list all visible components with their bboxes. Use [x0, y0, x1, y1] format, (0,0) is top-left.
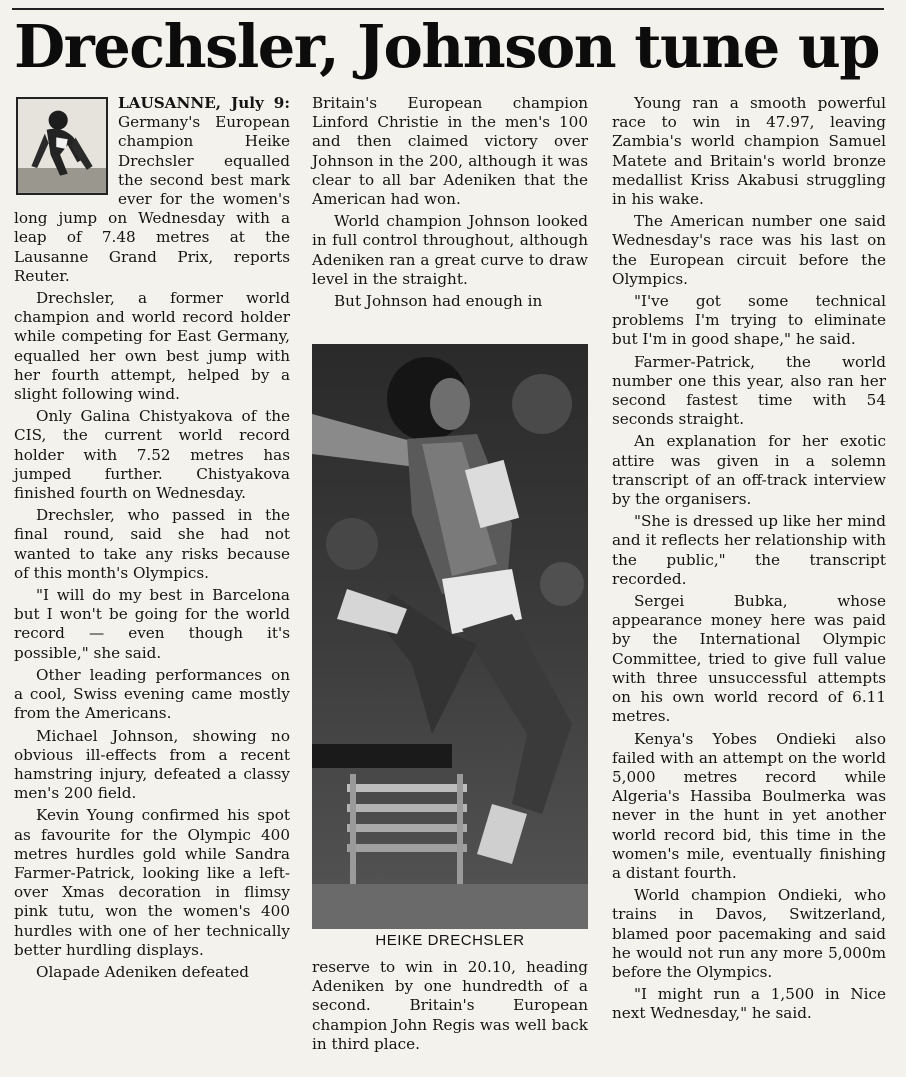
article-column-2-continued	[312, 958, 588, 1057]
paragraph: Britain's European champion Linford Christie in the men's 100 and then claimed victory over Johnson in the 200, although it was clear to all bar Adeniken that the American had won.	[312, 94, 588, 209]
athlete-thumbnail	[16, 97, 108, 195]
paragraph: Kenya's Yobes Ondieki also failed with an attempt on the world 5,000 metres record while Algeria's Hassiba Boulmerka was never in the hunt in yet another world record bid, this time in the women's mile, eventually finishing a distant fourth.	[612, 729, 886, 882]
article-column-1	[14, 94, 290, 985]
dateline: LAUSANNE, July 9:	[118, 94, 290, 112]
paragraph: "I might run a 1,500 in Nice next Wednesday," he said.	[612, 985, 886, 1023]
paragraph: Drechsler, a former world champion and world record holder while competing for East Germany, equalled her own best jump with her fourth attempt, helped by a slight following wind.	[14, 289, 290, 404]
article-column-3	[612, 94, 886, 1027]
athlete-photo	[312, 344, 588, 929]
paragraph: Other leading performances on a cool, Swiss evening came mostly from the Americans.	[14, 665, 290, 723]
paragraph: But Johnson had enough in	[334, 292, 543, 311]
paragraph: Only Galina Chistyakova of the CIS, the current world record holder with 7.52 metres has jumped further. Chistyakova finished fourth on Wednesday.	[14, 407, 290, 503]
photo-caption: HEIKE DRECHSLER	[375, 932, 525, 949]
paragraph: Michael Johnson, showing no obvious ill-effects from a recent hamstring injury, defeated a classy men's 200 field.	[14, 726, 290, 803]
paragraph: Germany's European champion Heike Drechsler equalled the second best mark ever for the women's long jump on Wednesday with a leap of 7.48 metres at the Lausanne Grand Prix, reports Reuter.	[14, 113, 290, 285]
paragraph: The American number one said Wednesday's race was his last on the European circuit before the Olympics.	[612, 212, 886, 288]
paragraph: Farmer-Patrick, the world number one this year, also ran her second fastest time with 54 seconds straight.	[612, 352, 886, 429]
paragraph: Sergei Bubka, whose appearance money here was paid by the International Olympic Committee, tried to give full value with three unsuccessful attempts on his own world record of 6.11 metres.	[612, 592, 886, 726]
paragraph: Kevin Young confirmed his spot as favourite for the Olympic 400 metres hurdles gold while Sandra Farmer-Patrick, looking like a left-over Xmas decoration in flimsy pink tutu, won the women's 400 hurdles with one of her technically better hurdling displays.	[14, 806, 290, 959]
paragraph: World champion Ondieki, who trains in Davos, Switzerland, blamed poor pacemaking and said he would not run any more 5,000m before the Olympics.	[612, 886, 886, 981]
paragraph: "I will do my best in Barcelona but I won't be going for the world record — even though it's possible," she said.	[14, 586, 290, 662]
paragraph: "She is dressed up like her mind and it reflects her relationship with the public," the transcript recorded.	[612, 512, 886, 588]
paragraph: Young ran a smooth powerful race to win in 47.97, leaving Zambia's world champion Samuel Matete and Britain's world bronze medallist Kriss Akabusi struggling in his wake.	[612, 94, 886, 209]
paragraph: reserve to win in 20.10, heading Adeniken by one hundredth of a second. Britain's European champion John Regis was well back in third place.	[312, 958, 588, 1053]
paragraph: An explanation for her exotic attire was given in a solemn transcript of an off-track interview by the organisers.	[612, 432, 886, 509]
paragraph: Olapade Adeniken defeated	[36, 962, 249, 981]
paragraph: World champion Johnson looked in full control throughout, although Adeniken ran a great curve to draw level in the straight.	[312, 212, 588, 288]
headline: Drechsler, Johnson tune up	[14, 12, 879, 81]
paragraph: Drechsler, who passed in the final round, said she had not wanted to take any risks because of this month's Olympics.	[14, 506, 290, 582]
paragraph: "I've got some technical problems I'm trying to eliminate but I'm in good shape," he said.	[612, 292, 886, 349]
article-column-2	[312, 94, 588, 314]
